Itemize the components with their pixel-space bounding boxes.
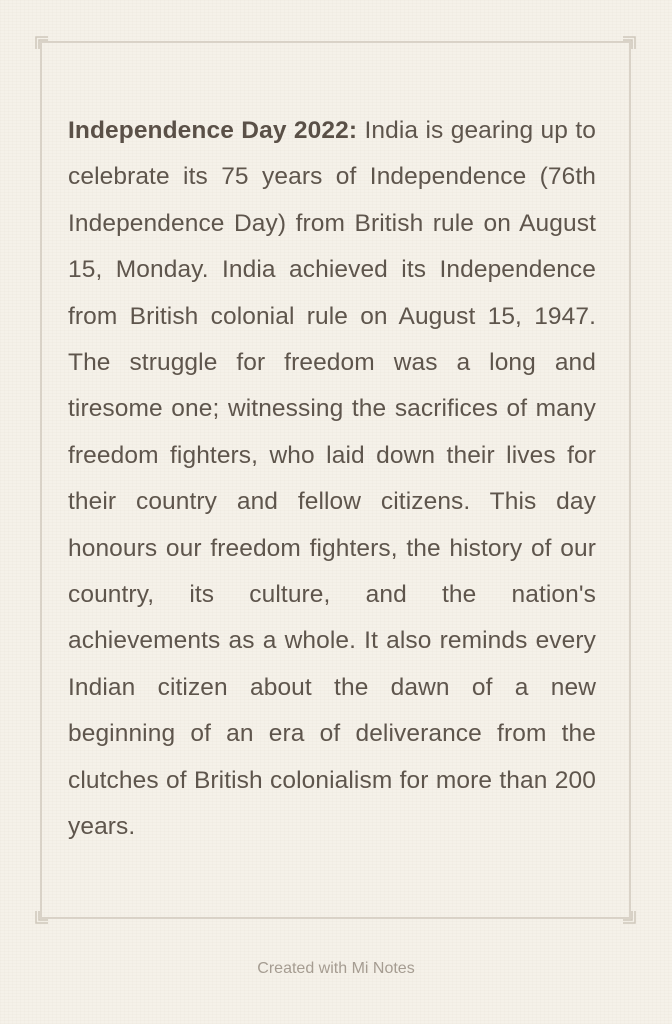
frame-corner-ornament-icon — [622, 910, 636, 924]
note-body: India is gearing up to celebrate its 75 years of Independence (76th Independence Day) from British rule on August 15, Monday. India achieved its Independence from British colonial rule on August 15, 1947. The struggle for freedom was a long and tiresome one; witnessing the sacrifices of many freedom fighters, who laid down their lives for their country and fellow citizens. This day honours our freedom fighters, the history of our country, its culture, and the nation's achievements as a whole. It also reminds every Indian citizen about the dawn of a new beginning of an era of deliverance from the clutches of British colonialism for more than 200 years. — [68, 117, 596, 841]
created-with-label: Created with Mi Notes — [257, 960, 415, 977]
frame-corner-ornament-icon — [35, 910, 49, 924]
note-heading: Independence Day 2022: — [68, 117, 358, 144]
note-content — [68, 108, 596, 851]
frame-corner-ornament-icon — [35, 36, 49, 50]
frame-corner-ornament-icon — [622, 36, 636, 50]
